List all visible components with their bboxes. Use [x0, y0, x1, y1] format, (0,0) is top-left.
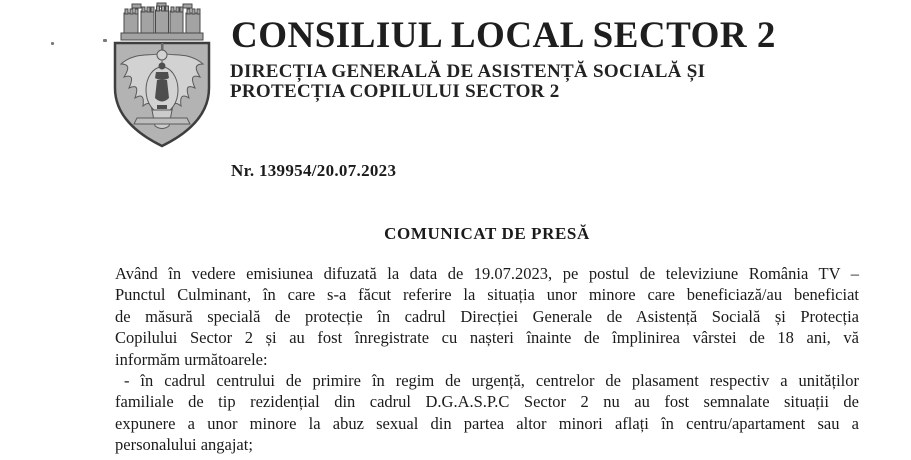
org-subtitle-line-1: DIRECȚIA GENERALĂ DE ASISTENȚĂ SOCIALĂ ȘI — [230, 61, 706, 82]
body-line: Punctul Culminant, în care s-a făcut referire la situația unor minore care beneficiază/au beneficiat — [115, 285, 859, 305]
org-subtitle — [230, 62, 705, 101]
body-line: personalului angajat; — [115, 435, 253, 455]
body-line: Copilului Sector 2 și au fost înregistrate cu nașteri înainte de împlinirea vârstei de 18 ani, vă — [115, 328, 859, 348]
document-title: COMUNICAT DE PRESĂ — [384, 224, 590, 243]
scan-speck — [51, 42, 54, 45]
body-line: familiale de tip rezidențial din cadrul D.G.A.S.P.C Sector 2 nu au fost semnalate situații de — [115, 392, 859, 412]
body-line: expunere a unor minore la abuz sexual din partea altor minori aflați în centru/apartament sau a — [115, 413, 859, 433]
org-subtitle-line-2: PROTECȚIA COPILULUI SECTOR 2 — [230, 80, 560, 102]
document-body — [115, 263, 859, 456]
org-title: CONSILIUL LOCAL SECTOR 2 — [231, 15, 776, 56]
body-line: de măsură specială de protecție în cadrul Direcției Generale de Asistență Socială și Protecția — [115, 306, 859, 326]
body-line: informăm următoarele: — [115, 349, 268, 369]
sector-2-coat-of-arms-icon — [107, 2, 217, 149]
body-line: Având în vedere emisiunea difuzată la data de 19.07.2023, pe postul de televiziune România TV – — [115, 264, 859, 283]
reference-number: Nr. 139954/20.07.2023 — [231, 161, 397, 180]
body-line: - în cadrul centrului de primire în regim de urgență, centrelor de plasament respectiv a unităților — [124, 371, 859, 391]
